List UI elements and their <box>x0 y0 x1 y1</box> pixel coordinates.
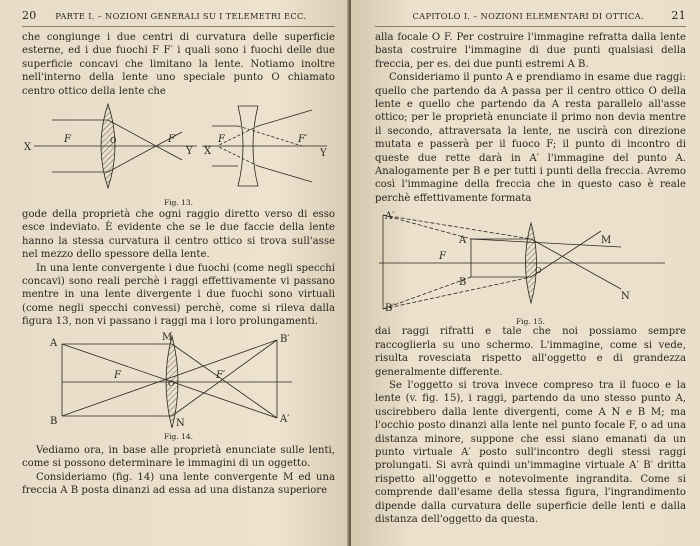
figure-caption: Fig. 14. <box>163 431 194 441</box>
label-x: X <box>204 146 212 158</box>
paragraph: Consideriamo (fig. 14) una lente convergente M ed una freccia A B posta dinanzi ad essa ad una distanza superiore <box>22 471 335 496</box>
left-page <box>0 0 349 546</box>
ray <box>258 166 312 182</box>
figure-15-drawing <box>375 209 686 313</box>
paragraph: Se l'oggetto si trova invece compreso tra il fuoco e la lente (v. fig. 15), i raggi, partendo da uno stesso punto A, uscirebbero dalla lente divergenti, come A N e B M; ma l'occhio posto dinanzi alla lente nel punto focale F, o ad una distanza minore, suppone che essi siano emanati da un punto virtuale A′ posto sull'incontro degli stessi raggi prolungati. Si avrà quindi un'immagine virtuale A′ B′ dritta rispetto all'oggetto e notevolmente ingrandita. Come si comprende dall'esame della stessa figura, l'ingrandimento dipende dalla curvatura delle superficie delle lenti e dalla distanza dell'oggetto da questa. <box>375 379 686 525</box>
label-a-prime: A′ <box>385 211 395 223</box>
converging-lens <box>526 223 537 303</box>
ray-extension <box>383 215 531 239</box>
label-b: B <box>459 277 467 289</box>
label-n: N <box>176 417 185 428</box>
label-b-prime: B′ <box>280 333 290 345</box>
paragraph: gode della proprietà che ogni raggio diretto verso di esso esce indeviato. È evidente che se le due faccie della lente hanno la stessa curvatura il centro ottico si trova sull'asse nel mezzo dello spessore della lente. <box>22 209 335 261</box>
figure-caption: Fig. 15. <box>515 317 546 327</box>
running-head-title-left: PARTE I. – NOZIONI GENERALI SU I TELEMETRI ECC. <box>55 11 307 21</box>
ray <box>172 344 277 418</box>
label-o: O <box>110 136 117 146</box>
label-a: A <box>50 337 58 349</box>
label-b-prime: B′ <box>385 303 395 314</box>
figure-caption: Fig. 13. <box>163 198 194 208</box>
label-f-prime: F′ <box>298 134 308 146</box>
paragraph: Vediamo ora, in base alle proprietà enunciate sulle lenti, come si possono determinare le immagini di un oggetto. <box>22 444 335 470</box>
label-a: A <box>459 235 467 247</box>
running-head-right <box>375 6 686 27</box>
figure-15 <box>375 209 686 325</box>
page-number-right: 21 <box>671 9 686 22</box>
paragraph: In una lente convergente i due fuochi (come negli specchi concavi) sono reali perchè i raggi effettivamente vi passano mentre in una lente divergente i due fuochi sono virtuali (come negli specchi convessi) perchè, come si rileva dalla figura 13, non vi passano i raggi ma i loro prolungamenti. <box>22 262 335 328</box>
ray <box>471 239 621 247</box>
paragraph: alla focale O F. Per costruire l'immagine refratta dalla lente basta costruire l'immagine di due punti qualsiasi della freccia, per es. dei due punti estremi A B. <box>375 32 686 70</box>
converging-lens <box>101 104 115 188</box>
figure-13-drawing <box>22 98 335 194</box>
label-f: F <box>114 369 121 381</box>
running-head-title-right: CAPITOLO I. – NOZIONI ELEMENTARI DI OTTICA. <box>412 11 644 21</box>
label-f: F <box>439 251 446 263</box>
page-number-left: 20 <box>22 9 37 22</box>
label-a-prime: A′ <box>280 413 290 425</box>
label-n: N <box>621 291 630 303</box>
label-y: Y <box>186 146 193 158</box>
label-f-prime: F′ <box>216 369 226 381</box>
ray-extension <box>383 277 471 309</box>
figure-14 <box>22 332 335 440</box>
ray <box>258 110 312 126</box>
label-f-prime: F′ <box>168 134 178 146</box>
label-b: B <box>50 415 58 427</box>
right-page <box>351 0 700 546</box>
label-f: F <box>218 134 225 146</box>
paragraph: Consideriamo il punto A e prendiamo in esame due raggi: quello che partendo da A passa per il centro ottico O della lente e quello che partendo da A resta parallelo all'asse ottico; per le proprietà enunciate il primo non devia mentre il secondo, attraversata la lente, ne uscirà con direzione mutata e passerà per il fuoco F; il punto di incontro di queste due rette darà in A′ l'immagine del punto A. Analogamente per B e per tutti i punti della freccia. Avremo così l'immagine della freccia che in questo caso è reale perchè effettivamente formata <box>375 72 686 204</box>
paragraph: dai raggi rifratti e tale che noi possiamo sempre raccoglierla su uno schermo. L'immagine, come si vede, risulta rovesciata rispetto all'oggetto e di grandezza generalmente differente. <box>375 326 686 378</box>
label-y: Y <box>320 148 327 160</box>
ray-extension <box>238 126 302 146</box>
running-head-left <box>22 6 335 27</box>
label-f: F <box>64 134 71 146</box>
label-m: M <box>162 331 173 343</box>
ray-extension <box>217 146 258 166</box>
label-x: X <box>24 142 32 154</box>
paragraph: che congiunge i due centri di curvatura delle superficie esterne, ed i due fuochi F F′ i quali sono i fuochi delle due superficie concavi che limitano la lente. Notiamo inoltre nell'interno della lente uno speciale punto O chiamato centro ottico della lente che <box>22 32 335 97</box>
label-o: O <box>168 378 175 388</box>
label-m: M <box>601 235 612 247</box>
label-o: O <box>535 266 542 276</box>
figure-14-drawing <box>22 332 335 428</box>
figure-13 <box>22 98 335 208</box>
